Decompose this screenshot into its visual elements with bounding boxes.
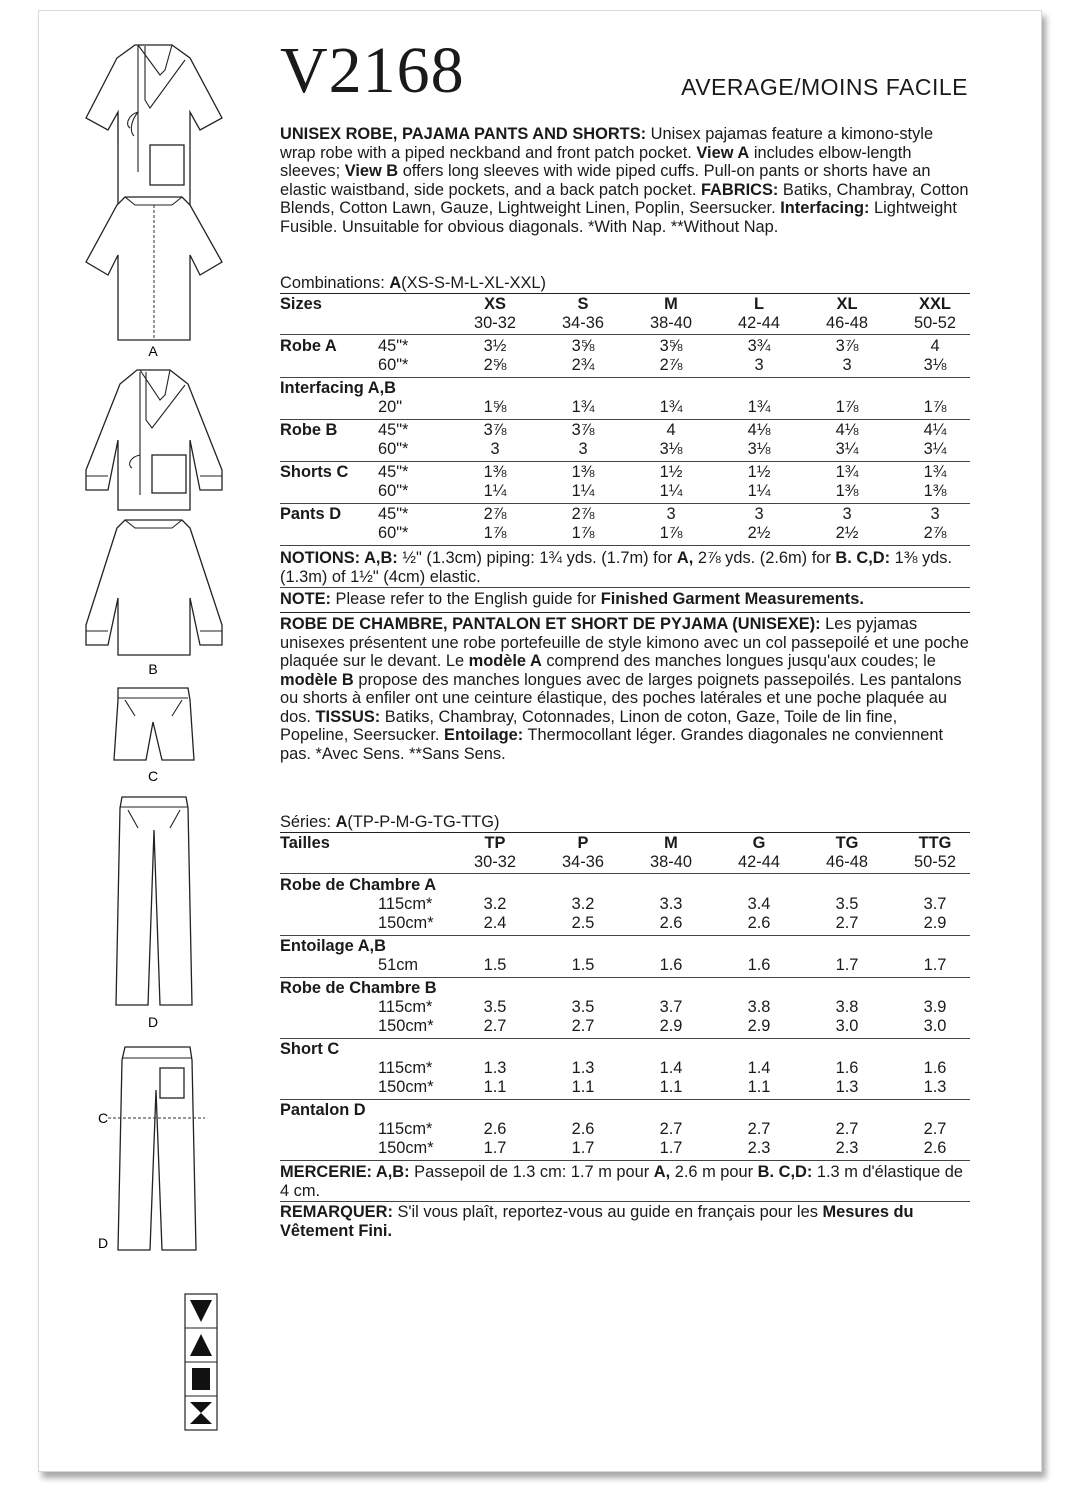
yardage-value: 1¾: [923, 463, 947, 481]
yardage-value: 2.7: [747, 1120, 771, 1138]
yardage-value: 1.6: [659, 956, 683, 974]
yardage-value: 3⅝: [659, 337, 683, 355]
yardage-value: 4⅛: [835, 421, 859, 439]
difficulty-level: AVERAGE/MOINS FACILE: [681, 74, 968, 100]
yardage-value: 3.7: [659, 998, 683, 1016]
size-header-row: [280, 834, 970, 854]
size-code: P: [577, 834, 589, 852]
group-label: Pants D: [280, 505, 342, 523]
yardage-row: [280, 440, 970, 460]
english-notions: NOTIONS: A,B: ½" (1.3cm) piping: 1¾ yds. (1.7m) for A, 2⅞ yds. (2.6m) for B. C,D: 1⅜ yds. (1.3m) of 1½" (4cm) elastic.: [280, 549, 952, 586]
yardage-value: 3: [754, 505, 764, 523]
combinations-sizes: (XS-S-M-L-XL-XXL): [401, 274, 546, 292]
symbol-column: [185, 1294, 217, 1430]
yardage-value: 2.7: [571, 1017, 595, 1035]
series-line: [280, 813, 970, 832]
group-label: Interfacing A,B: [280, 379, 396, 397]
yardage-value: 4: [930, 337, 940, 355]
fabric-width: 60"*: [378, 482, 409, 500]
group-label-row: [280, 1040, 970, 1060]
yardage-value: 3.9: [923, 998, 947, 1016]
yardage-value: 1.7: [835, 956, 859, 974]
size-range: 38-40: [650, 314, 692, 332]
group-rule: [280, 377, 970, 378]
fabric-width: 60"*: [378, 356, 409, 374]
group-rule: [280, 1160, 970, 1161]
group-label: Pantalon D: [280, 1101, 366, 1119]
group-label-row: [280, 876, 970, 896]
yardage-value: 1⅞: [571, 524, 595, 542]
fabric-width: 115cm*: [378, 895, 433, 913]
yardage-value: 2½: [747, 524, 771, 542]
header-rule: [280, 334, 970, 335]
yardage-value: 2.7: [483, 1017, 507, 1035]
fabric-width: 150cm*: [378, 1139, 434, 1157]
french-description: ROBE DE CHAMBRE, PANTALON ET SHORT DE PYJAMA (UNISEXE): Les pyjamas unisexes présentent une robe portefeuille de style kimono avec un col passepoilé et une poche plaquée sur le devant. Le modèle A comprend des manches longues jusqu'aux coudes; le modèle B propose des manches longues avec de larges poignets passepoilés. Les pantalons ou shorts à enfiler ont une ceinture élastique, des poches latérales et une poche plaquée au dos. TISSUS: Batiks, Chambray, Cotonnades, Linon de coton, Gaze, Toile de lin fine, Popeline, Seersucker. Entoilage: Thermocollant léger. Grandes diagonales ne conviennent pas. *Avec Sens. **Sans Sens.: [280, 615, 969, 763]
size-code: M: [664, 834, 678, 852]
yardage-value: 2.7: [659, 1120, 683, 1138]
yardage-value: 3⅛: [747, 440, 771, 458]
yardage-value: 3.5: [835, 895, 859, 913]
yardage-value: 2.6: [571, 1120, 595, 1138]
technical-drawings: [0, 0, 260, 1485]
fabric-width: 45"*: [378, 421, 409, 439]
yardage-row: [280, 356, 970, 376]
group-label-row: [280, 379, 970, 399]
size-code: M: [664, 295, 678, 313]
yardage-row: [280, 421, 970, 441]
square-icon: [192, 1368, 210, 1390]
yardage-value: 1.3: [571, 1059, 595, 1077]
yardage-value: 3¼: [923, 440, 947, 458]
yardage-value: 2½: [835, 524, 859, 542]
yardage-value: 3⅛: [659, 440, 683, 458]
size-range: 34-36: [562, 853, 604, 871]
group-label: Robe A: [280, 337, 337, 355]
group-label: Short C: [280, 1040, 340, 1058]
header-rule: [280, 873, 970, 874]
yardage-value: 1.1: [483, 1078, 507, 1096]
group-label-row: [280, 937, 970, 957]
yardage-value: 1.3: [923, 1078, 947, 1096]
yardage-value: 2.3: [835, 1139, 859, 1157]
size-range: 50-52: [914, 853, 956, 871]
size-range: 46-48: [826, 314, 868, 332]
yardage-value: 2.7: [835, 914, 859, 932]
group-label: Shorts C: [280, 463, 349, 481]
yardage-value: 3⅝: [571, 337, 595, 355]
fabric-width: 60"*: [378, 524, 409, 542]
yardage-row: [280, 956, 970, 976]
yardage-value: 3.8: [747, 998, 771, 1016]
robe-b-back-drawing: [86, 520, 222, 655]
group-rule: [280, 503, 970, 504]
yardage-value: 1.7: [659, 1139, 683, 1157]
yardage-value: 2⅞: [923, 524, 947, 542]
group-rule: [280, 1038, 970, 1039]
group-rule: [280, 545, 970, 546]
size-range: 42-44: [738, 314, 780, 332]
fabric-width: 115cm*: [378, 1059, 433, 1077]
yardage-row: [280, 1059, 970, 1079]
yardage-row: [280, 998, 970, 1018]
fabric-width: 45"*: [378, 505, 409, 523]
table-top-rule-fr: [280, 832, 970, 833]
fabric-width: 115cm*: [378, 998, 433, 1016]
yardage-value: 1¾: [659, 398, 683, 416]
size-range: 30-32: [474, 853, 516, 871]
yardage-value: 1½: [747, 463, 771, 481]
yardage-value: 3.2: [571, 895, 595, 913]
yardage-value: 1¼: [659, 482, 683, 500]
size-code: G: [752, 834, 766, 852]
view-d-back-label: D: [97, 1235, 109, 1251]
pants-back-drawing: [108, 1047, 205, 1250]
yardage-value: 1.1: [659, 1078, 683, 1096]
yardage-value: 2.5: [571, 914, 595, 932]
yardage-value: 3⅞: [571, 421, 595, 439]
view-c-label: C: [147, 768, 159, 784]
size-range: 34-36: [562, 314, 604, 332]
size-range-row: [280, 853, 970, 873]
combinations-view: A: [389, 274, 402, 292]
size-header-row: [280, 295, 970, 315]
series-prefix: Séries:: [280, 813, 336, 831]
yardage-value: 1.7: [571, 1139, 595, 1157]
yardage-value: 1.5: [571, 956, 595, 974]
size-range-row: [280, 314, 970, 334]
yardage-row: [280, 337, 970, 357]
french-notions: MERCERIE: A,B: Passepoil de 1.3 cm: 1.7 m pour A, 2.6 m pour B. C,D: 1.3 m d'élastique de 4 cm.: [280, 1163, 964, 1200]
yardage-value: 1.1: [571, 1078, 595, 1096]
yardage-value: 1⅜: [483, 463, 507, 481]
yardage-value: 1⅜: [923, 482, 947, 500]
yardage-value: 3.7: [923, 895, 947, 913]
group-rule: [280, 419, 970, 420]
yardage-value: 4: [666, 421, 676, 439]
yardage-value: 1.1: [747, 1078, 771, 1096]
yardage-value: 1.6: [923, 1059, 947, 1077]
fabric-width: 150cm*: [378, 914, 434, 932]
yardage-value: 1¼: [747, 482, 771, 500]
yardage-value: 1⅝: [483, 398, 507, 416]
yardage-value: 1⅞: [923, 398, 947, 416]
yardage-value: 2⅝: [483, 356, 507, 374]
fabric-width: 20": [378, 398, 403, 416]
group-label-row: [280, 1101, 970, 1121]
yardage-value: 1⅜: [571, 463, 595, 481]
size-code: S: [577, 295, 589, 313]
yardage-value: 1.7: [483, 1139, 507, 1157]
yardage-value: 2.7: [835, 1120, 859, 1138]
yardage-row: [280, 398, 970, 418]
yardage-row: [280, 505, 970, 525]
size-range: 42-44: [738, 853, 780, 871]
yardage-row: [280, 524, 970, 544]
yardage-row: [280, 1120, 970, 1140]
yardage-value: 2.9: [659, 1017, 683, 1035]
view-b-label: B: [148, 661, 158, 677]
yardage-value: 2.9: [747, 1017, 771, 1035]
fabric-width: 115cm*: [378, 1120, 433, 1138]
fabric-width: 51cm: [378, 956, 419, 974]
yardage-value: 1.3: [483, 1059, 507, 1077]
yardage-value: 3½: [483, 337, 507, 355]
view-d-label: D: [147, 1014, 159, 1030]
robe-a-back-drawing: [86, 197, 222, 340]
yardage-value: 1⅞: [659, 524, 683, 542]
yardage-value: 3.5: [483, 998, 507, 1016]
yardage-value: 2.6: [923, 1139, 947, 1157]
yardage-value: 3.5: [571, 998, 595, 1016]
yardage-value: 3.3: [659, 895, 683, 913]
series-sizes: (TP-P-M-G-TG-TTG): [347, 813, 500, 831]
size-range: 46-48: [826, 853, 868, 871]
notions-rule: [280, 587, 970, 588]
yardage-value: 2.3: [747, 1139, 771, 1157]
yardage-value: 4¼: [923, 421, 947, 439]
yardage-value: 2.7: [923, 1120, 947, 1138]
yardage-value: 1.7: [923, 956, 947, 974]
yardage-value: 2.6: [747, 914, 771, 932]
yardage-value: 2¾: [571, 356, 595, 374]
yardage-value: 3: [930, 505, 940, 523]
yardage-value: 2.6: [659, 914, 683, 932]
yardage-value: 1⅜: [835, 482, 859, 500]
fabric-width: 45"*: [378, 337, 409, 355]
yardage-value: 1⅞: [835, 398, 859, 416]
yardage-value: 3⅞: [483, 421, 507, 439]
yardage-value: 1½: [659, 463, 683, 481]
yardage-value: 3⅛: [923, 356, 947, 374]
yardage-value: 1.6: [747, 956, 771, 974]
yardage-value: 3.0: [835, 1017, 859, 1035]
yardage-value: 1¾: [571, 398, 595, 416]
yardage-value: 3¼: [835, 440, 859, 458]
yardage-value: 1.4: [747, 1059, 771, 1077]
table-top-rule: [280, 293, 970, 294]
size-code: TP: [484, 834, 506, 852]
group-label: Robe B: [280, 421, 338, 439]
yardage-value: 2.9: [923, 914, 947, 932]
sizes-label: Sizes: [280, 295, 322, 313]
series-view: A: [335, 813, 348, 831]
yardage-row: [280, 482, 970, 502]
yardage-value: 3: [754, 356, 764, 374]
yardage-value: 2⅞: [483, 505, 507, 523]
view-a-label: A: [148, 343, 158, 359]
yardage-row: [280, 1139, 970, 1159]
yardage-row: [280, 463, 970, 483]
size-code: XS: [484, 295, 506, 313]
view-c-back-label: C: [97, 1110, 109, 1126]
yardage-value: 1¼: [571, 482, 595, 500]
yardage-row: [280, 914, 970, 934]
group-rule: [280, 935, 970, 936]
fabric-width: 150cm*: [378, 1078, 434, 1096]
mercerie-rule: [280, 1201, 970, 1202]
yardage-row: [280, 1017, 970, 1037]
yardage-value: 2⅞: [571, 505, 595, 523]
yardage-row: [280, 1078, 970, 1098]
size-code: TTG: [918, 834, 952, 852]
fabric-width: 60"*: [378, 440, 409, 458]
yardage-value: 3: [666, 505, 676, 523]
section-rule: [280, 612, 970, 613]
combinations-prefix: Combinations:: [280, 274, 390, 292]
yardage-value: 1⅞: [483, 524, 507, 542]
yardage-value: 3.4: [747, 895, 771, 913]
french-note: REMARQUER: S'il vous plaît, reportez-vous au guide en français pour les Mesures du Vêtement Fini.: [280, 1203, 914, 1240]
size-range: 50-52: [914, 314, 956, 332]
combinations-line: [280, 274, 970, 293]
group-label: Robe de Chambre B: [280, 979, 437, 997]
group-rule: [280, 977, 970, 978]
yardage-value: 3: [490, 440, 500, 458]
sizes-label: Tailles: [280, 834, 330, 852]
yardage-value: 3¾: [747, 337, 771, 355]
yardage-value: 1¼: [483, 482, 507, 500]
yardage-value: 1¾: [747, 398, 771, 416]
yardage-value: 2.4: [483, 914, 507, 932]
group-label: Entoilage A,B: [280, 937, 386, 955]
pattern-number: V2168: [280, 34, 465, 107]
size-code: XL: [836, 295, 858, 313]
yardage-value: 1¾: [835, 463, 859, 481]
yardage-value: 2⅞: [659, 356, 683, 374]
fabric-width: 45"*: [378, 463, 409, 481]
english-description: UNISEX ROBE, PAJAMA PANTS AND SHORTS: Unisex pajamas feature a kimono-style wrap robe with a piped neckband and front patch pocket. View A includes elbow-length sleeves; View B offers long sleeves with wide piped cuffs. Pull-on pants or shorts have an elastic waistband, side pockets, and a back patch pocket. FABRICS: Batiks, Chambray, Cotton Blends, Cotton Lawn, Gauze, Lightweight Linen, Poplin, Seersucker. Interfacing: Lightweight Fusible. Unsuitable for obvious diagonals. *With Nap. **Without Nap.: [280, 125, 969, 236]
yardage-value: 3⅞: [835, 337, 859, 355]
yardage-value: 3.0: [923, 1017, 947, 1035]
group-label-row: [280, 979, 970, 999]
group-rule: [280, 461, 970, 462]
yardage-value: 1.4: [659, 1059, 683, 1077]
yardage-value: 3.2: [483, 895, 507, 913]
yardage-value: 1.5: [483, 956, 507, 974]
fabric-width: 150cm*: [378, 1017, 434, 1035]
yardage-value: 1.6: [835, 1059, 859, 1077]
size-code: TG: [835, 834, 859, 852]
robe-b-front-drawing: [86, 370, 222, 510]
size-range: 38-40: [650, 853, 692, 871]
size-code: L: [753, 295, 764, 313]
yardage-value: 4⅛: [747, 421, 771, 439]
yardage-value: 1.3: [835, 1078, 859, 1096]
yardage-value: 2.6: [483, 1120, 507, 1138]
group-rule: [280, 1099, 970, 1100]
yardage-row: [280, 895, 970, 915]
group-label: Robe de Chambre A: [280, 876, 437, 894]
size-range: 30-32: [474, 314, 516, 332]
yardage-value: 3: [842, 505, 852, 523]
shorts-c-drawing: [114, 688, 194, 760]
robe-a-front-drawing: [86, 45, 222, 212]
yardage-value: 3.8: [835, 998, 859, 1016]
yardage-value: 3: [578, 440, 588, 458]
yardage-value: 3: [842, 356, 852, 374]
size-code: XXL: [919, 295, 951, 313]
english-note: NOTE: Please refer to the English guide for Finished Garment Measurements.: [280, 590, 864, 608]
pants-d-drawing: [116, 797, 192, 1005]
